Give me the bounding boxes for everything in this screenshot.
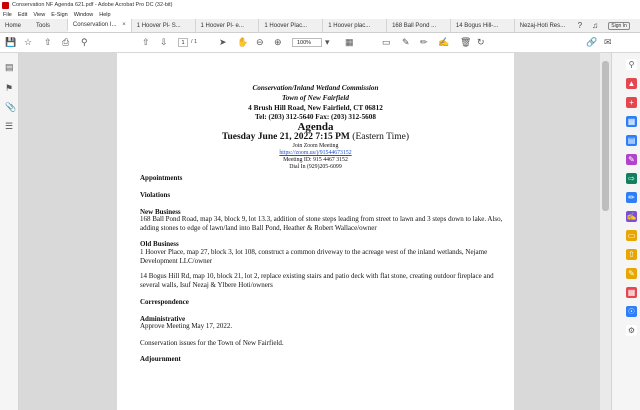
chevron-down-icon[interactable]: ▾	[325, 37, 330, 47]
bookmarks-icon[interactable]: ⚑	[5, 83, 14, 93]
heading-violations: Violations	[140, 191, 171, 199]
doc-agenda-title: Agenda	[297, 121, 334, 133]
pdf-page	[117, 53, 514, 410]
share-icon[interactable]: ⇧	[626, 249, 637, 260]
menu-file[interactable]: File	[3, 11, 12, 18]
tab-doc-conservation[interactable]	[67, 19, 131, 32]
vertical-scrollbar[interactable]	[600, 53, 611, 410]
tab-label: 1 Hoover Pl- e...	[200, 22, 244, 29]
fit-page-icon[interactable]: ▦	[345, 37, 354, 47]
scan-ocr-icon[interactable]: ▭	[627, 231, 636, 240]
doc-join: Join Zoom Meeting	[292, 143, 339, 149]
page-total: / 1	[191, 39, 198, 45]
tab-bar	[0, 19, 640, 33]
previous-page-icon[interactable]: ⇧	[142, 37, 150, 47]
print-icon[interactable]: ⎙	[62, 37, 70, 47]
administrative-text: Approve Meeting May 17, 2022.	[140, 322, 233, 330]
next-page-icon[interactable]: ⇩	[160, 37, 168, 47]
heading-new-business: New Business	[140, 208, 181, 216]
tab-tools[interactable]: Tools	[35, 22, 50, 29]
tab-doc-ball-pond[interactable]	[386, 19, 450, 32]
rotate-icon[interactable]: ↻	[477, 37, 485, 47]
create-pdf-icon[interactable]: +	[626, 97, 637, 108]
bookmark-star-icon[interactable]: ☆	[24, 37, 33, 47]
tab-doc-bogus-hill[interactable]	[450, 19, 514, 32]
pen-icon[interactable]: ✎	[402, 37, 410, 47]
tab-doc-hoover-plac-1[interactable]	[258, 19, 322, 32]
organize-pages-icon[interactable]: ▤	[627, 136, 636, 145]
old-business-text-2: 14 Bogus Hill Rd, map 10, block 21, lot 2, replace existing stairs and patio deck with flat stone, creating outdoor fireplace and several walls, Isuf Nezaj & Ylbere Hoti/owners	[140, 272, 494, 289]
combine-files-icon[interactable]: ▦	[627, 117, 636, 126]
upload-icon[interactable]: ⇧	[44, 37, 52, 47]
sign-in-button[interactable]: Sign In	[608, 22, 630, 30]
doc-dial-in: Dial In (929)205-6099	[289, 164, 342, 170]
save-icon[interactable]: 💾	[5, 37, 17, 47]
tab-label: Conservation I...	[72, 21, 117, 28]
tab-label: 1 Hoover Pl- S...	[136, 22, 181, 29]
menu-window[interactable]: Window	[73, 11, 94, 18]
edit-pdf-icon[interactable]: ✎	[626, 154, 637, 165]
doc-address: 4 Brush Hill Road, New Fairfield, CT 06812	[248, 104, 383, 112]
menu-edit[interactable]: Edit	[17, 11, 28, 18]
search-icon[interactable]: ⚲	[81, 37, 88, 47]
scrollbar-thumb[interactable]	[602, 61, 609, 211]
hand-tool-icon[interactable]: ✋	[237, 37, 249, 47]
highlighter-icon[interactable]: ✏	[420, 37, 428, 47]
doc-town: Town of New Fairfield	[281, 94, 350, 102]
doc-date-tz: (Eastern Time)	[349, 132, 410, 142]
more-tools-icon[interactable]: ⚙	[627, 326, 636, 335]
bell-icon[interactable]: ♫	[592, 21, 599, 30]
heading-adjournment: Adjournment	[140, 355, 181, 363]
right-tools-panel	[611, 53, 640, 410]
sign-icon[interactable]: ✍	[438, 37, 450, 47]
compress-pdf-icon[interactable]: ▦	[627, 288, 636, 297]
page-number-input[interactable]: 1	[178, 38, 188, 47]
tab-label: 14 Bogus Hill-...	[455, 22, 499, 29]
help-icon[interactable]: ?	[577, 21, 583, 30]
new-business-text: 168 Ball Pond Road, map 34, block 9, lot 13.3, addition of stone steps leading from street to lawn and 3 steps down to lake. Also, adding stones to edge of lawn/land into Ball Pond, Heather & Robert Wallace/owner	[140, 215, 503, 232]
export-pdf-icon[interactable]: ▲	[627, 79, 636, 88]
tab-label: 1 Hoover plac...	[328, 22, 371, 29]
doc-date-main: Tuesday June 21, 2022 7:15 PM	[221, 132, 350, 142]
toolbar	[0, 33, 640, 53]
email-icon[interactable]: ✉	[604, 37, 612, 47]
tab-doc-nezaj-hoti[interactable]	[514, 19, 578, 32]
fill-sign-icon[interactable]: ✏	[626, 192, 637, 203]
title-bar	[0, 0, 640, 10]
close-icon[interactable]: ×	[122, 21, 126, 28]
select-cursor-icon[interactable]: ➤	[219, 37, 227, 47]
comment-tool-icon[interactable]: ✎	[626, 268, 637, 279]
tab-label: 168 Ball Pond ...	[392, 22, 437, 29]
menu-bar	[0, 10, 640, 19]
zoom-in-icon[interactable]: ⊕	[274, 37, 282, 47]
tab-label: 1 Hoover Plac...	[264, 22, 308, 29]
tab-doc-hoover-plac-2[interactable]	[322, 19, 386, 32]
heading-correspondence: Correspondence	[140, 298, 189, 306]
doc-tel: Tel: (203) 312-5640 Fax: (203) 312-5608	[255, 113, 376, 121]
acrobat-icon	[2, 2, 9, 9]
delete-icon[interactable]: 🗑	[460, 37, 472, 47]
search-icon[interactable]: ⚲	[626, 59, 637, 70]
menu-esign[interactable]: E-Sign	[51, 11, 68, 18]
heading-administrative: Administrative	[140, 315, 186, 323]
doc-date	[117, 132, 514, 142]
menu-view[interactable]: View	[33, 11, 46, 18]
left-navigation-panel	[0, 53, 19, 410]
tab-label: Nezaj-Hoti Res...	[519, 22, 566, 29]
comment-icon[interactable]: ▭	[382, 37, 391, 47]
page-thumbnails-icon[interactable]: ▤	[5, 62, 14, 72]
heading-old-business: Old Business	[140, 240, 179, 248]
zoom-select[interactable]: 100%	[292, 38, 322, 47]
request-signature-icon[interactable]: ✍	[626, 212, 637, 221]
zoom-link[interactable]: https://zoom.us/j/91544673152	[279, 150, 352, 156]
doc-org: Conservation/Inland Wetland Commission	[252, 84, 379, 92]
attachments-icon[interactable]: 📎	[5, 102, 17, 112]
zoom-out-icon[interactable]: ⊖	[256, 37, 264, 47]
window-title: Conservation NF Agenda 621.pdf - Adobe Acrobat Pro DC (32-bit)	[12, 2, 173, 8]
doc-meeting-id: Meeting ID: 915 4467 3152	[283, 157, 348, 163]
tab-doc-hoover-s[interactable]	[131, 19, 195, 32]
export-icon[interactable]: ⇨	[626, 173, 637, 184]
share-link-icon[interactable]: 🔗	[586, 37, 598, 47]
tab-home[interactable]: Home	[5, 22, 22, 29]
old-business-text-1: 1 Hoover Place, map 27, block 3, lot 108, construct a common driveway to the acreage west of the inland wetlands, Nejame Development LLC/owner	[140, 248, 488, 265]
conservation-text: Conservation issues for the Town of New Fairfield.	[140, 339, 284, 347]
protect-icon[interactable]: ☉	[627, 307, 636, 316]
layers-icon[interactable]: ☰	[5, 121, 14, 131]
heading-appointments: Appointments	[140, 174, 183, 182]
menu-help[interactable]: Help	[99, 11, 111, 18]
tab-doc-hoover-e[interactable]	[195, 19, 259, 32]
